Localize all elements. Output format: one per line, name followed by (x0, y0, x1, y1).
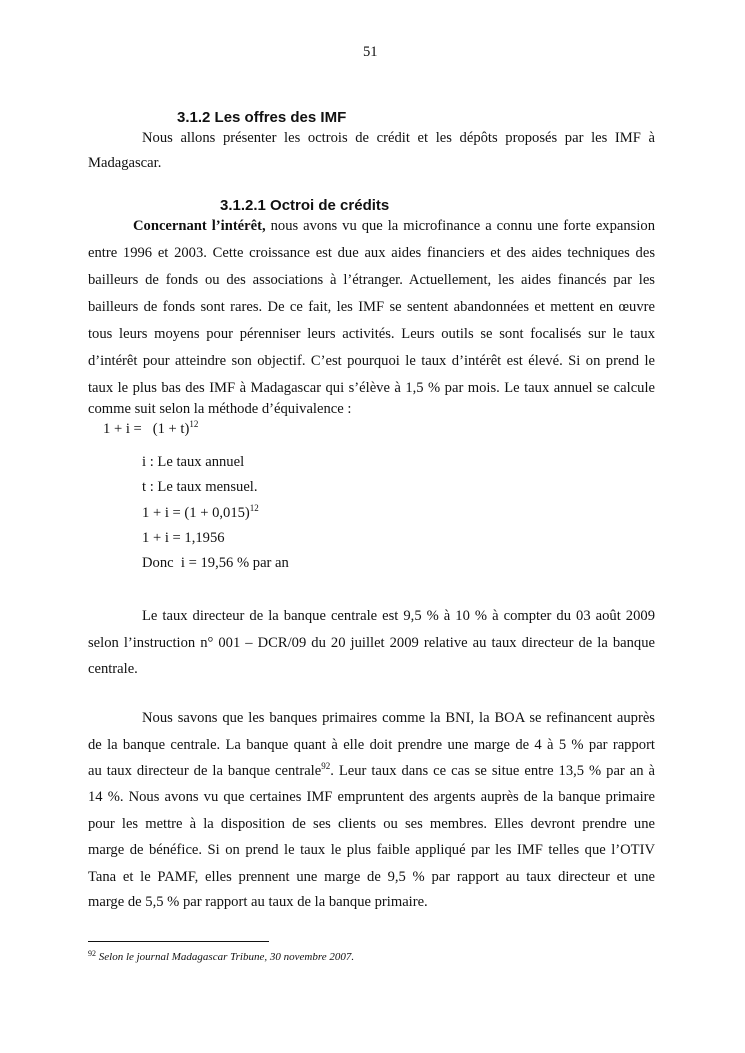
paragraph-line: 14 %. Nous avons vu que certaines IMF empruntent des argents auprès de la banque primaire (88, 789, 655, 805)
paragraph-line: tous leurs moyens pour pérenniser leurs activités. Leurs outils se sont focalisés sur le taux (88, 326, 655, 342)
text: . Leur taux dans ce cas se situe entre 13,5 % par an à (330, 763, 655, 779)
section-heading: 3.1.2 Les offres des IMF (177, 109, 347, 126)
paragraph-line: Le taux directeur de la banque centrale est 9,5 % à 10 % à compter du 03 août 2009 (142, 608, 655, 624)
paragraph-line: Tana et le PAMF, elles prennent une marge de 9,5 % par rapport au taux directeur et une (88, 869, 655, 885)
formula-base: 1 + i = (1 + t) (103, 421, 190, 437)
paragraph-line: entre 1996 et 2003. Cette croissance est due aux aides financiers et des aides techniques des (88, 245, 655, 261)
paragraph-line: centrale. (88, 661, 138, 677)
calculation-result: Donc i = 19,56 % par an (142, 555, 289, 571)
footnote (88, 948, 354, 966)
paragraph-line: Madagascar. (88, 155, 162, 171)
paragraph-line: d’intérêt pour atteindre son objectif. C’est pourquoi le taux d’intérêt est élevé. Si on prend le (88, 353, 655, 369)
paragraph-line: marge de bénéfice. Si on prend le taux le plus faible appliqué par les IMF telles que l’OTIV (88, 842, 655, 858)
footnote-text: Selon le journal Madagascar Tribune, 30 novembre 2007. (96, 951, 355, 963)
calc-exponent: 12 (249, 503, 259, 513)
definition-t: t : Le taux mensuel. (142, 479, 258, 495)
paragraph-line (88, 762, 655, 780)
paragraph-line: pour les mettre à la disposition de ses clients ou ses membres. Elles devront prendre une (88, 816, 655, 832)
paragraph-line: taux le plus bas des IMF à Madagascar qui s’élève à 1,5 % par mois. Le taux annuel se calcule (88, 380, 655, 396)
calculation-2: 1 + i = 1,1956 (142, 530, 225, 546)
paragraph-line: selon l’instruction n° 001 – DCR/09 du 20 juillet 2009 relative au taux directeur de la banque (88, 635, 655, 651)
paragraph-line: comme suit selon la méthode d’équivalence : (88, 401, 352, 417)
paragraph-line: bailleurs de fonds ou des associations à l’étranger. Actuellement, les aides financés par les (88, 272, 655, 288)
calc-base: 1 + i = (1 + 0,015) (142, 505, 250, 521)
footnote-reference[interactable]: 92 (321, 761, 331, 771)
formula (103, 420, 198, 438)
footnote-divider (88, 941, 269, 942)
bold-lead: Concernant l’intérêt, (133, 218, 266, 234)
definition-i: i : Le taux annuel (142, 454, 245, 470)
paragraph-line: marge de 5,5 % par rapport au taux de la banque primaire. (88, 894, 428, 910)
page-number: 51 (363, 44, 378, 60)
text: au taux directeur de la banque centrale (88, 763, 322, 779)
subsection-heading: 3.1.2.1 Octroi de crédits (220, 197, 390, 214)
paragraph-line: Nous allons présenter les octrois de crédit et les dépôts proposés par les IMF à (142, 130, 655, 146)
text: nous avons vu que la microfinance a connu une forte expansion (265, 218, 655, 234)
calculation-1 (142, 504, 259, 522)
footnote-number: 92 (88, 949, 96, 958)
paragraph-line: Nous savons que les banques primaires comme la BNI, la BOA se refinancent auprès (142, 710, 655, 726)
paragraph-line (133, 217, 655, 235)
paragraph-line: de la banque centrale. La banque quant à elle doit prendre une marge de 4 à 5 % par rapport (88, 737, 655, 753)
paragraph-line: bailleurs de fonds sont rares. De ce fait, les IMF se sentent abandonnées et mettent en œuvre (88, 299, 655, 315)
formula-exponent: 12 (189, 419, 199, 429)
